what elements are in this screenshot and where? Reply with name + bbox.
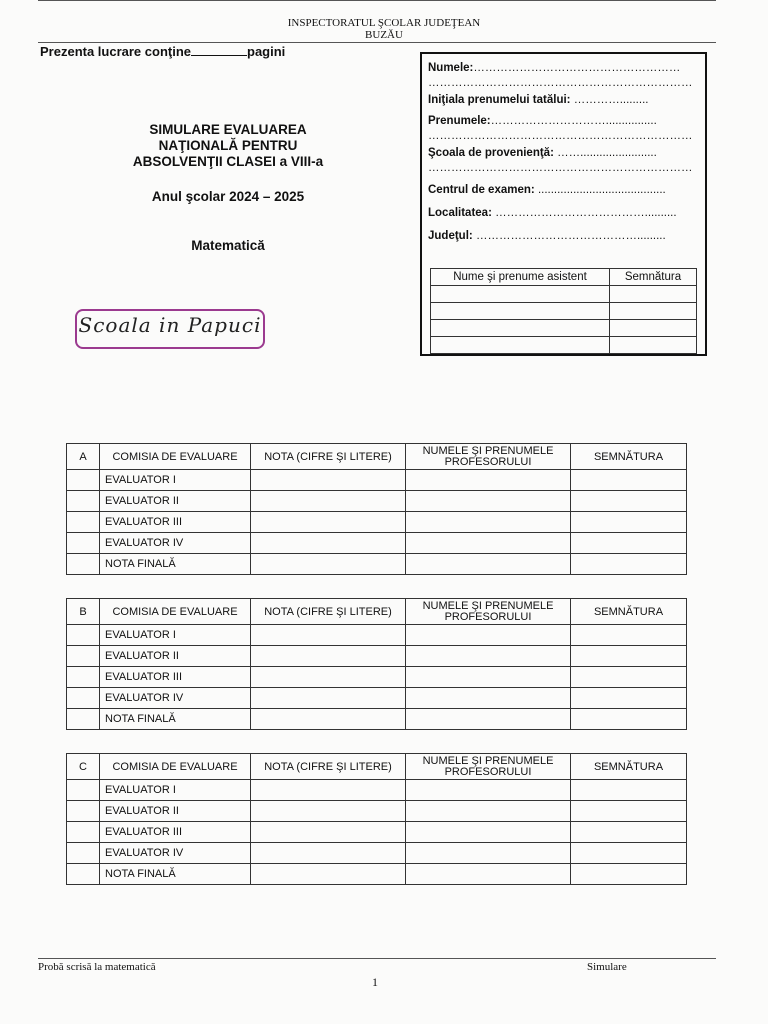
evaluator-label: EVALUATOR II (100, 801, 251, 822)
exam-center-label: Centrul de examen: (428, 184, 535, 196)
assistant-signature-cell[interactable] (610, 286, 697, 303)
teacher-name-header (406, 599, 571, 625)
evaluator-row (67, 625, 687, 646)
exam-title (82, 122, 374, 170)
signature-cell[interactable] (571, 512, 687, 533)
signature-cell[interactable] (571, 843, 687, 864)
blank-cell (67, 780, 100, 801)
signature-cell[interactable] (571, 625, 687, 646)
header-divider (38, 42, 716, 43)
father-initial-dots: …………......... (573, 94, 649, 106)
school-field[interactable] (428, 147, 657, 159)
county-field[interactable] (428, 230, 666, 242)
signature-cell[interactable] (571, 709, 687, 730)
evaluator-row (67, 512, 687, 533)
signature-cell[interactable] (571, 667, 687, 688)
blank-cell (67, 688, 100, 709)
pages-count-blank[interactable] (191, 44, 247, 56)
grade-cell[interactable] (251, 688, 406, 709)
evaluation-header-row (67, 599, 687, 625)
blank-cell (67, 667, 100, 688)
school-dots: ……........................ (557, 147, 657, 159)
evaluator-row (67, 780, 687, 801)
school-logo (75, 309, 265, 349)
firstname-dots: …………………………................ (490, 115, 657, 127)
evaluator-label: EVALUATOR I (100, 780, 251, 801)
grade-cell[interactable] (251, 533, 406, 554)
exam-title-line2: NAŢIONALĂ PENTRU (158, 138, 298, 153)
name-field[interactable] (428, 62, 680, 74)
blank-cell (67, 533, 100, 554)
evaluator-row (67, 801, 687, 822)
county-dots: ……………………………………......... (475, 230, 666, 242)
locality-field[interactable] (428, 207, 677, 219)
evaluator-label: EVALUATOR I (100, 470, 251, 491)
blank-cell (67, 801, 100, 822)
blank-cell (67, 843, 100, 864)
grade-cell[interactable] (251, 667, 406, 688)
section-letter: A (67, 444, 100, 470)
grade-cell[interactable] (251, 843, 406, 864)
inspectorate-title: INSPECTORATUL ŞCOLAR JUDEŢEAN (287, 17, 481, 29)
teacher-name-cell[interactable] (406, 646, 571, 667)
evaluator-label: EVALUATOR III (100, 667, 251, 688)
final-grade-row (67, 554, 687, 575)
signature-header: SEMNĂTURA (571, 754, 687, 780)
evaluation-header-row (67, 444, 687, 470)
blank-cell (67, 470, 100, 491)
grade-cell[interactable] (251, 709, 406, 730)
teacher-name-header-line1: NUMELE ŞI PRENUMELE (422, 599, 554, 612)
blank-cell (67, 646, 100, 667)
section-letter: B (67, 599, 100, 625)
school-label: Şcoala de provenienţă: (428, 147, 554, 159)
blank-cell (67, 822, 100, 843)
grade-cell[interactable] (251, 512, 406, 533)
signature-cell[interactable] (571, 646, 687, 667)
blank-cell (67, 709, 100, 730)
assistant-header-row (431, 269, 697, 286)
pages-note-prefix: Prezenta lucrare conţine (40, 44, 191, 59)
blank-cell (67, 625, 100, 646)
top-divider (38, 0, 716, 1)
teacher-name-cell[interactable] (406, 688, 571, 709)
name-continuation[interactable]: …………………………………………………………… (428, 77, 693, 89)
teacher-name-cell[interactable] (406, 512, 571, 533)
teacher-name-cell[interactable] (406, 625, 571, 646)
exam-center-dots: ........................................ (537, 184, 666, 196)
school-year: Anul şcolar 2024 – 2025 (151, 189, 305, 204)
exam-title-line3: ABSOLVENŢII CLASEI a VIII-a (132, 154, 324, 169)
grade-header: NOTA (CIFRE ŞI LITERE) (251, 754, 406, 780)
firstname-continuation[interactable]: …………………………………………………………… (428, 130, 693, 142)
teacher-name-cell[interactable] (406, 843, 571, 864)
evaluator-row (67, 688, 687, 709)
teacher-name-header (406, 754, 571, 780)
teacher-name-cell[interactable] (406, 822, 571, 843)
grade-cell[interactable] (251, 801, 406, 822)
signature-cell[interactable] (571, 533, 687, 554)
teacher-name-header-line2: PROFESORULUI (444, 455, 532, 468)
evaluation-table-b (66, 598, 687, 730)
teacher-name-header-line2: PROFESORULUI (444, 610, 532, 623)
final-grade-label: NOTA FINALĂ (100, 554, 251, 575)
final-grade-row (67, 709, 687, 730)
teacher-name-cell[interactable] (406, 533, 571, 554)
section-letter: C (67, 754, 100, 780)
grade-cell[interactable] (251, 470, 406, 491)
school-continuation[interactable]: …………………………………………………………… (428, 162, 693, 174)
grade-cell[interactable] (251, 822, 406, 843)
assistant-signature-cell[interactable] (610, 320, 697, 337)
commission-header: COMISIA DE EVALUARE (100, 754, 251, 780)
evaluator-row (67, 843, 687, 864)
assistant-name-cell[interactable] (431, 337, 610, 354)
teacher-name-cell[interactable] (406, 801, 571, 822)
grade-cell[interactable] (251, 864, 406, 885)
county-label: Judeţul: (428, 230, 473, 242)
evaluator-row (67, 822, 687, 843)
exam-center-field[interactable] (428, 184, 666, 196)
evaluator-label: EVALUATOR III (100, 822, 251, 843)
teacher-name-cell[interactable] (406, 491, 571, 512)
assistant-row (431, 320, 697, 337)
blank-cell (67, 554, 100, 575)
assistant-signature-cell[interactable] (610, 337, 697, 354)
teacher-name-cell[interactable] (406, 554, 571, 575)
evaluator-label: EVALUATOR II (100, 646, 251, 667)
evaluator-row (67, 667, 687, 688)
blank-cell (67, 491, 100, 512)
student-identity-box (420, 52, 707, 356)
commission-header: COMISIA DE EVALUARE (100, 444, 251, 470)
grade-header: NOTA (CIFRE ŞI LITERE) (251, 599, 406, 625)
signature-cell[interactable] (571, 470, 687, 491)
county-title: BUZĂU (365, 29, 403, 41)
assistant-row (431, 337, 697, 354)
evaluator-row (67, 491, 687, 512)
final-grade-row (67, 864, 687, 885)
assistant-name-header: Nume şi prenume asistent (431, 269, 610, 286)
signature-cell[interactable] (571, 822, 687, 843)
assistant-table (430, 268, 697, 354)
school-logo-text: Scoala in Papuci (78, 313, 262, 337)
assistant-row (431, 303, 697, 320)
teacher-name-cell[interactable] (406, 470, 571, 491)
firstname-field[interactable] (428, 115, 657, 127)
signature-cell[interactable] (571, 801, 687, 822)
name-dots: ……………………………………………… (473, 62, 681, 74)
teacher-name-cell[interactable] (406, 667, 571, 688)
evaluator-row (67, 533, 687, 554)
final-grade-label: NOTA FINALĂ (100, 709, 251, 730)
evaluator-label: EVALUATOR III (100, 512, 251, 533)
teacher-name-header-line1: NUMELE ŞI PRENUMELE (422, 754, 554, 767)
assistant-name-cell[interactable] (431, 303, 610, 320)
pages-note (40, 44, 285, 59)
locality-dots: ………………………………….......... (495, 207, 677, 219)
teacher-name-header-line1: NUMELE ŞI PRENUMELE (422, 444, 554, 457)
signature-cell[interactable] (571, 554, 687, 575)
evaluation-table-c (66, 753, 687, 885)
signature-cell[interactable] (571, 688, 687, 709)
teacher-name-cell[interactable] (406, 709, 571, 730)
pages-note-suffix: pagini (247, 44, 286, 59)
assistant-name-cell[interactable] (431, 320, 610, 337)
father-initial-label: Iniţiala prenumelui tatălui: (428, 94, 571, 106)
signature-cell[interactable] (571, 864, 687, 885)
grade-cell[interactable] (251, 780, 406, 801)
exam-title-line1: SIMULARE EVALUAREA (149, 122, 307, 137)
signature-header: SEMNĂTURA (571, 599, 687, 625)
teacher-name-cell[interactable] (406, 780, 571, 801)
blank-cell (67, 864, 100, 885)
evaluator-label: EVALUATOR IV (100, 843, 251, 864)
evaluator-label: EVALUATOR I (100, 625, 251, 646)
father-initial-field[interactable] (428, 94, 648, 106)
teacher-name-header (406, 444, 571, 470)
assistant-signature-cell[interactable] (610, 303, 697, 320)
evaluator-label: EVALUATOR II (100, 491, 251, 512)
grade-cell[interactable] (251, 625, 406, 646)
footer-simulation-label: Simulare (587, 961, 627, 973)
grade-cell[interactable] (251, 491, 406, 512)
firstname-label: Prenumele: (428, 115, 491, 127)
evaluation-header-row (67, 754, 687, 780)
footer-exam-label: Probă scrisă la matematică (38, 961, 156, 973)
commission-header: COMISIA DE EVALUARE (100, 599, 251, 625)
page-number: 1 (372, 975, 378, 989)
grade-cell[interactable] (251, 554, 406, 575)
signature-cell[interactable] (571, 491, 687, 512)
signature-cell[interactable] (571, 780, 687, 801)
signature-header: SEMNĂTURA (571, 444, 687, 470)
evaluator-label: EVALUATOR IV (100, 533, 251, 554)
teacher-name-header-line2: PROFESORULUI (444, 765, 532, 778)
name-label: Numele: (428, 62, 474, 74)
evaluator-label: EVALUATOR IV (100, 688, 251, 709)
assistant-signature-header: Semnătura (610, 269, 697, 286)
grade-header: NOTA (CIFRE ŞI LITERE) (251, 444, 406, 470)
teacher-name-cell[interactable] (406, 864, 571, 885)
grade-cell[interactable] (251, 646, 406, 667)
footer-divider (38, 958, 716, 959)
assistant-name-cell[interactable] (431, 286, 610, 303)
evaluator-row (67, 646, 687, 667)
subject-title: Matematică (191, 238, 265, 253)
assistant-row (431, 286, 697, 303)
evaluator-row (67, 470, 687, 491)
blank-cell (67, 512, 100, 533)
locality-label: Localitatea: (428, 207, 492, 219)
evaluation-table-a (66, 443, 687, 575)
final-grade-label: NOTA FINALĂ (100, 864, 251, 885)
